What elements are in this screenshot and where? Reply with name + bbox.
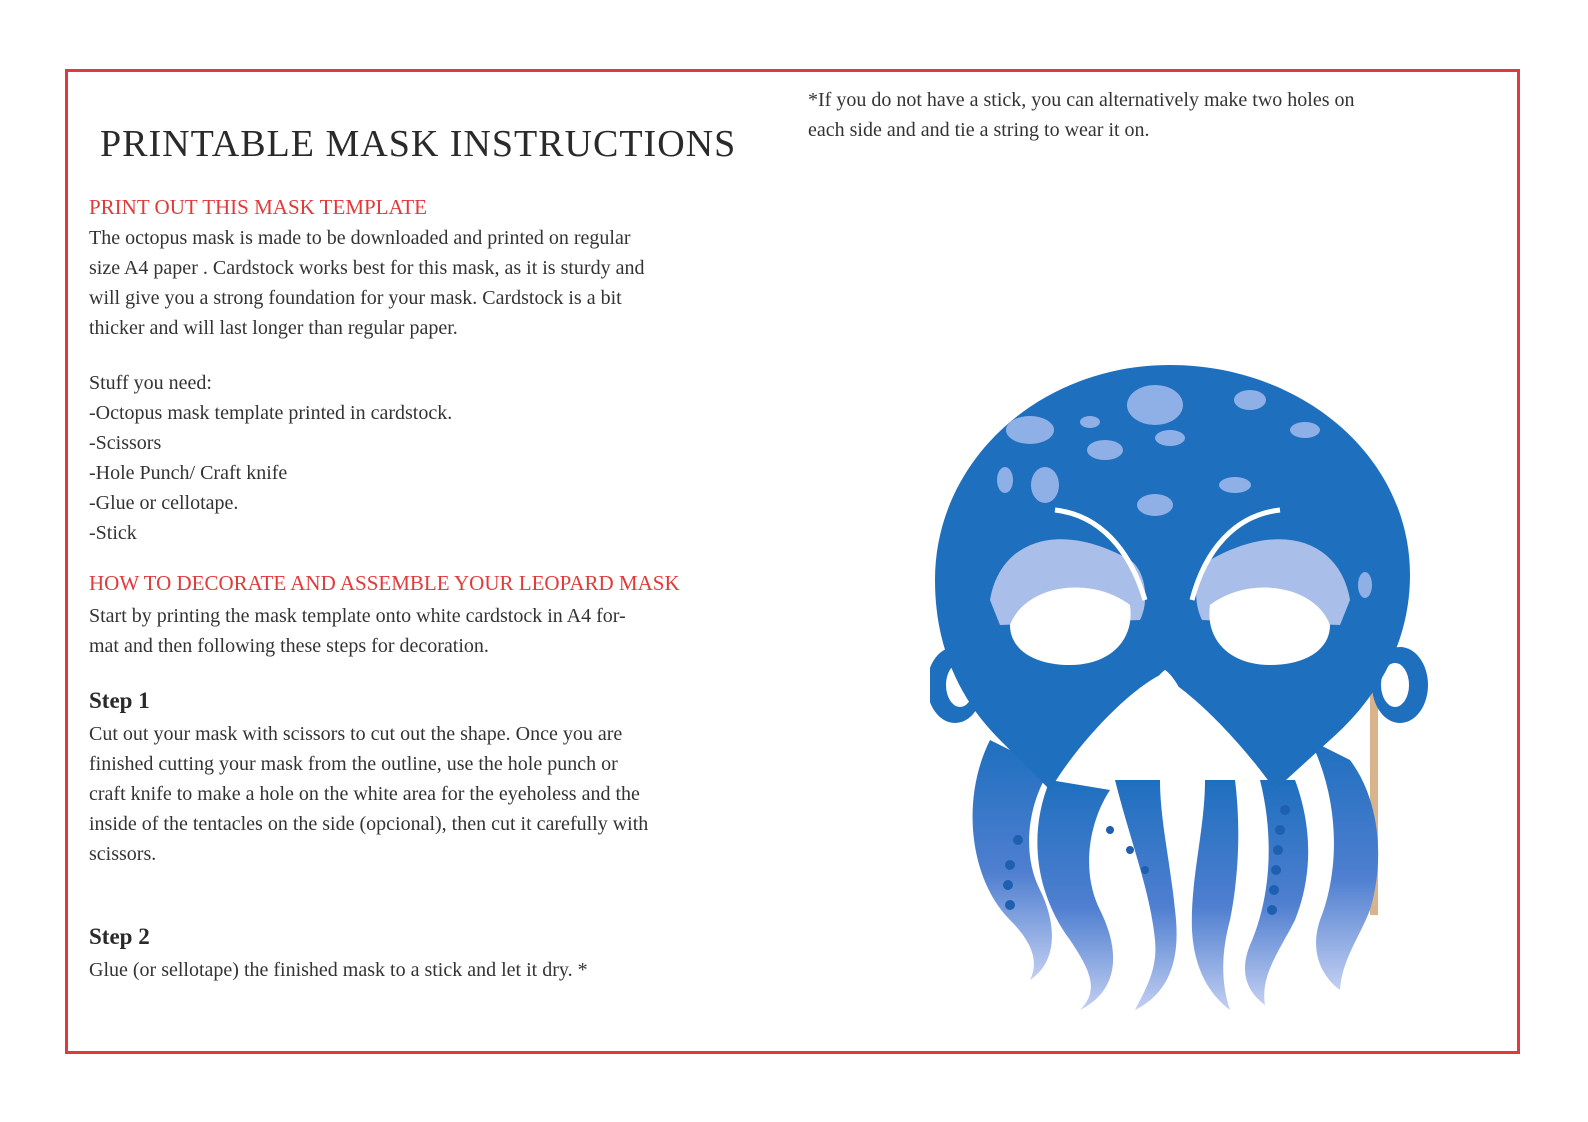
paragraph-line: The octopus mask is made to be downloaded and printed on regular [89,227,631,249]
page-title: PRINTABLE MASK INSTRUCTIONS [100,123,737,165]
step-1-paragraph [89,719,789,869]
tentacle-shape [1115,780,1177,1010]
paragraph-line: size A4 paper . Cardstock works best for this mask, as it is sturdy and [89,257,645,279]
paragraph-line: Start by printing the mask template onto white cardstock in A4 for- [89,605,626,627]
paragraph-line: inside of the tentacles on the side (opcional), then cut it carefully with [89,813,649,835]
step-2-paragraph [89,955,789,985]
supply-item: -Hole Punch/ Craft knife [89,462,288,484]
step-2-heading: Step 2 [89,924,150,949]
supply-item: -Stick [89,522,137,544]
tentacle-shape [1037,780,1113,1010]
note-line: each side and and tie a string to wear it on. [808,119,1150,141]
octopus-mask-illustration [930,360,1450,1040]
tentacle-shape [1310,740,1378,990]
paragraph-line: thicker and will last longer than regular paper. [89,317,458,339]
paragraph-line: mat and then following these steps for decoration. [89,635,489,657]
stick-alternative-note [808,85,1488,145]
supply-item: -Scissors [89,432,162,454]
tentacle-shape [1192,780,1238,1010]
note-line: *If you do not have a stick, you can alternatively make two holes on [808,89,1355,111]
supply-item: -Octopus mask template printed in cardstock. [89,402,453,424]
paragraph-line: scissors. [89,843,157,865]
assemble-paragraph [89,601,789,661]
print-template-paragraph [89,223,789,343]
paragraph-line: craft knife to make a hole on the white area for the eyeholess and the [89,783,640,805]
supplies-list [89,368,789,548]
paragraph-line: Glue (or sellotape) the finished mask to a stick and let it dry. * [89,959,588,981]
supplies-label: Stuff you need: [89,372,212,394]
step-1-heading: Step 1 [89,688,150,713]
print-template-heading: PRINT OUT THIS MASK TEMPLATE [89,195,427,219]
paragraph-line: finished cutting your mask from the outline, use the hole punch or [89,753,618,775]
paragraph-line: Cut out your mask with scissors to cut out the shape. Once you are [89,723,623,745]
supply-item: -Glue or cellotape. [89,492,239,514]
paragraph-line: will give you a strong foundation for your mask. Cardstock is a bit [89,287,622,309]
assemble-heading: HOW TO DECORATE AND ASSEMBLE YOUR LEOPARD MASK [89,571,680,595]
